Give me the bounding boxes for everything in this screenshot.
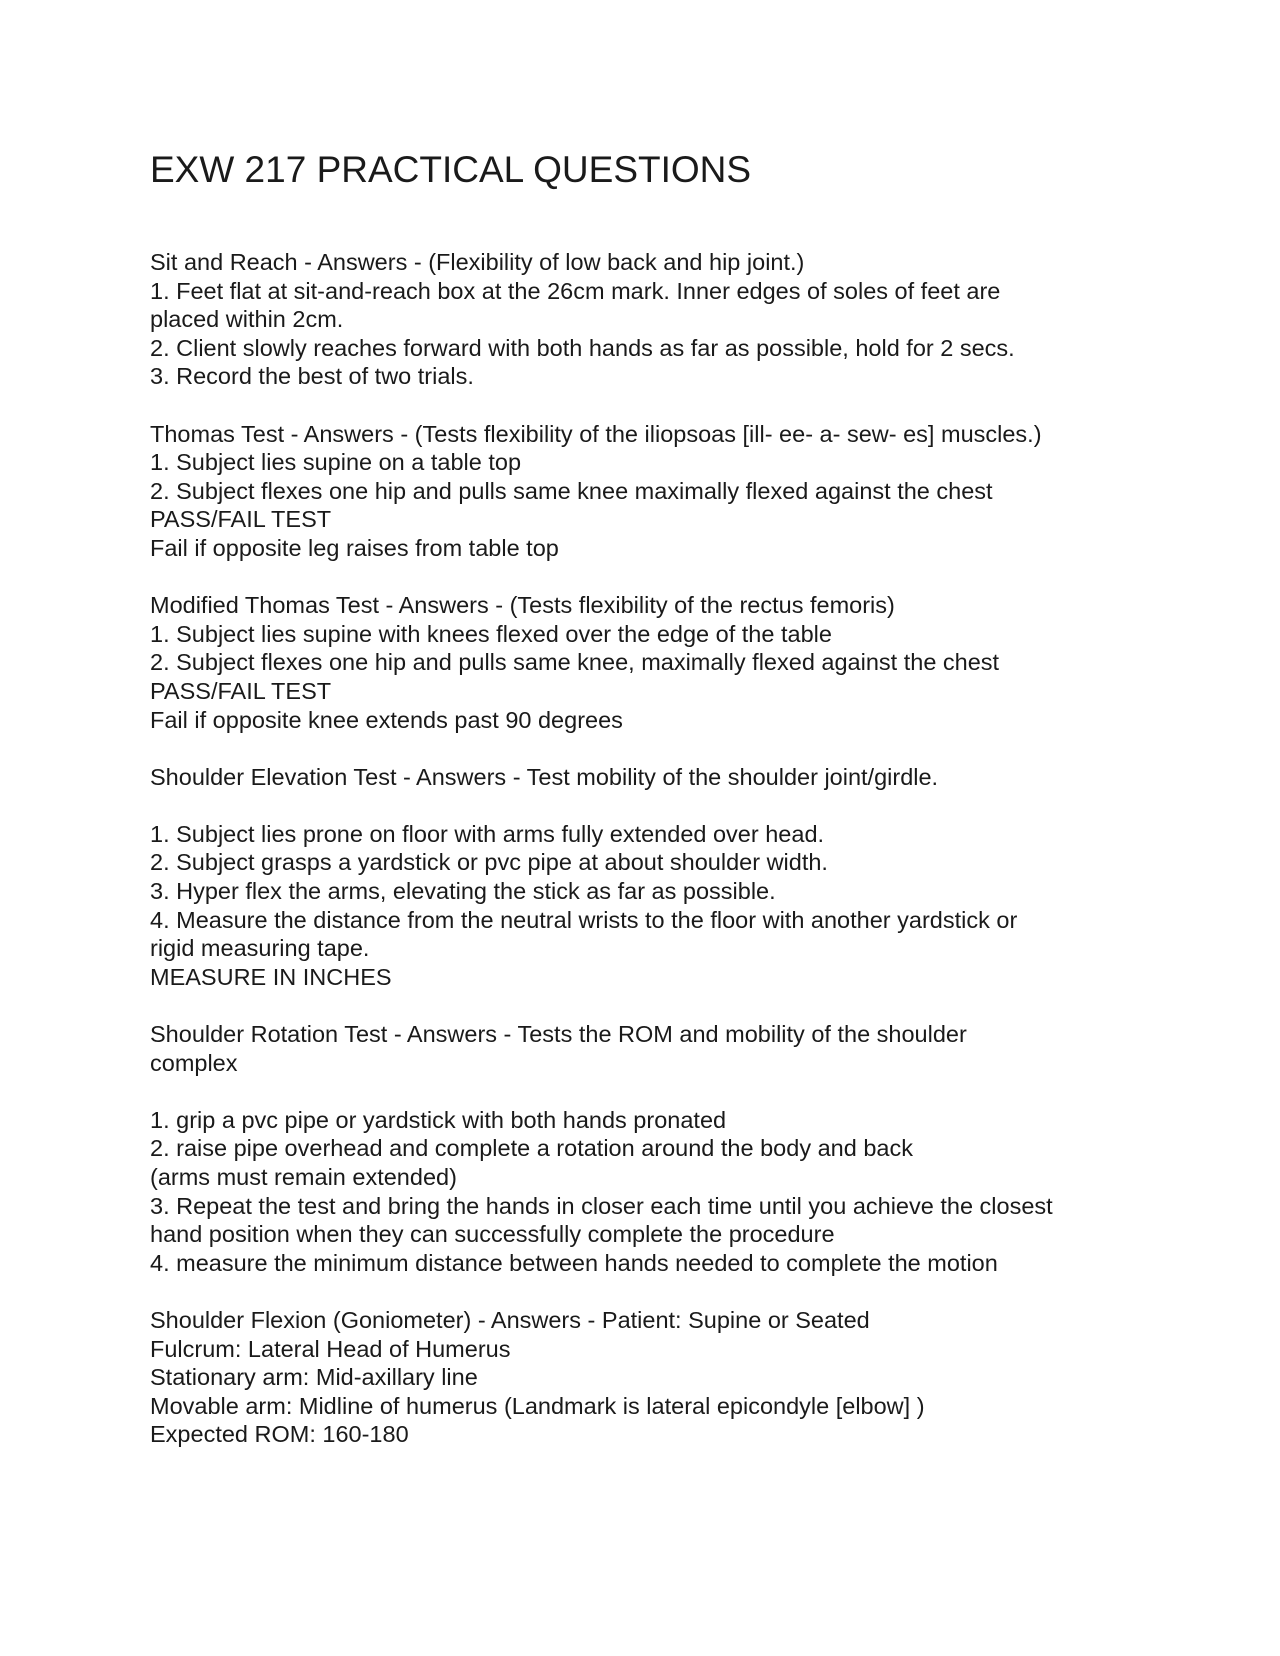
text-line: 2. Client slowly reaches forward with both hands as far as possible, hold for 2 secs. <box>150 334 1015 361</box>
blank-line <box>150 391 1150 420</box>
text-line: 3. Hyper flex the arms, elevating the stick as far as possible. <box>150 878 776 905</box>
text-line: 4. measure the minimum distance between hands needed to complete the motion <box>150 1249 998 1276</box>
blank-line <box>150 563 1150 592</box>
text-line: 1. Subject lies supine with knees flexed over the edge of the table <box>150 620 832 647</box>
text-line: placed within 2cm. <box>150 306 344 333</box>
text-line: 1. Subject lies supine on a table top <box>150 449 522 476</box>
text-line: Fail if opposite knee extends past 90 degrees <box>150 706 623 733</box>
text-line: Shoulder Rotation Test - Answers - Tests the ROM and mobility of the shoulder <box>150 1021 967 1048</box>
blank-line <box>150 1277 1150 1306</box>
text-line: (arms must remain extended) <box>150 1164 457 1190</box>
text-line: 2. Subject flexes one hip and pulls same knee maximally flexed against the chest <box>150 477 993 504</box>
text-line: rigid measuring tape. <box>150 935 370 962</box>
text-line: Fail if opposite leg raises from table top <box>150 534 559 561</box>
text-line: 3. Repeat the test and bring the hands in closer each time until you achieve the closest <box>150 1192 1053 1219</box>
text-line: PASS/FAIL TEST <box>150 677 332 704</box>
blank-line <box>150 734 1150 763</box>
blank-line <box>150 991 1150 1020</box>
text-line: Stationary arm: Mid-axillary line <box>150 1364 478 1391</box>
text-line: 1. Feet flat at sit-and-reach box at the 26cm mark. Inner edges of soles of feet are <box>150 277 1001 304</box>
document-body <box>150 248 1150 1449</box>
text-line: Modified Thomas Test - Answers - (Tests flexibility of the rectus femoris) <box>150 592 895 619</box>
text-line: Fulcrum: Lateral Head of Humerus <box>150 1335 511 1362</box>
text-line: complex <box>150 1049 238 1076</box>
text-line: Thomas Test - Answers - (Tests flexibility of the iliopsoas [ill- ee- a- sew- es] muscles.) <box>150 420 1042 447</box>
text-line: 2. Subject flexes one hip and pulls same knee, maximally flexed against the chest <box>150 649 1000 676</box>
text-line: 1. grip a pvc pipe or yardstick with both hands pronated <box>150 1106 727 1133</box>
text-line: Sit and Reach - Answers - (Flexibility of low back and hip joint.) <box>150 249 805 275</box>
blank-line <box>150 1077 1150 1106</box>
text-line: Expected ROM: 160-180 <box>150 1421 409 1448</box>
text-line: hand position when they can successfully complete the procedure <box>150 1221 835 1248</box>
text-line: 2. Subject grasps a yardstick or pvc pipe at about shoulder width. <box>150 849 828 876</box>
text-line: PASS/FAIL TEST <box>150 506 332 533</box>
text-line: MEASURE IN INCHES <box>150 963 392 990</box>
text-line: Shoulder Elevation Test - Answers - Test mobility of the shoulder joint/girdle. <box>150 763 939 790</box>
text-line: 3. Record the best of two trials. <box>150 363 474 390</box>
text-line: Movable arm: Midline of humerus (Landmark is lateral epicondyle [elbow] ) <box>150 1392 925 1419</box>
blank-line <box>150 791 1150 820</box>
text-line: 1. Subject lies prone on floor with arms fully extended over head. <box>150 820 825 847</box>
document-title: EXW 217 PRACTICAL QUESTIONS <box>150 149 752 190</box>
text-line: 4. Measure the distance from the neutral wrists to the floor with another yardstick or <box>150 906 1018 933</box>
text-line: Shoulder Flexion (Goniometer) - Answers - Patient: Supine or Seated <box>150 1306 870 1333</box>
text-line: 2. raise pipe overhead and complete a rotation around the body and back <box>150 1135 913 1162</box>
